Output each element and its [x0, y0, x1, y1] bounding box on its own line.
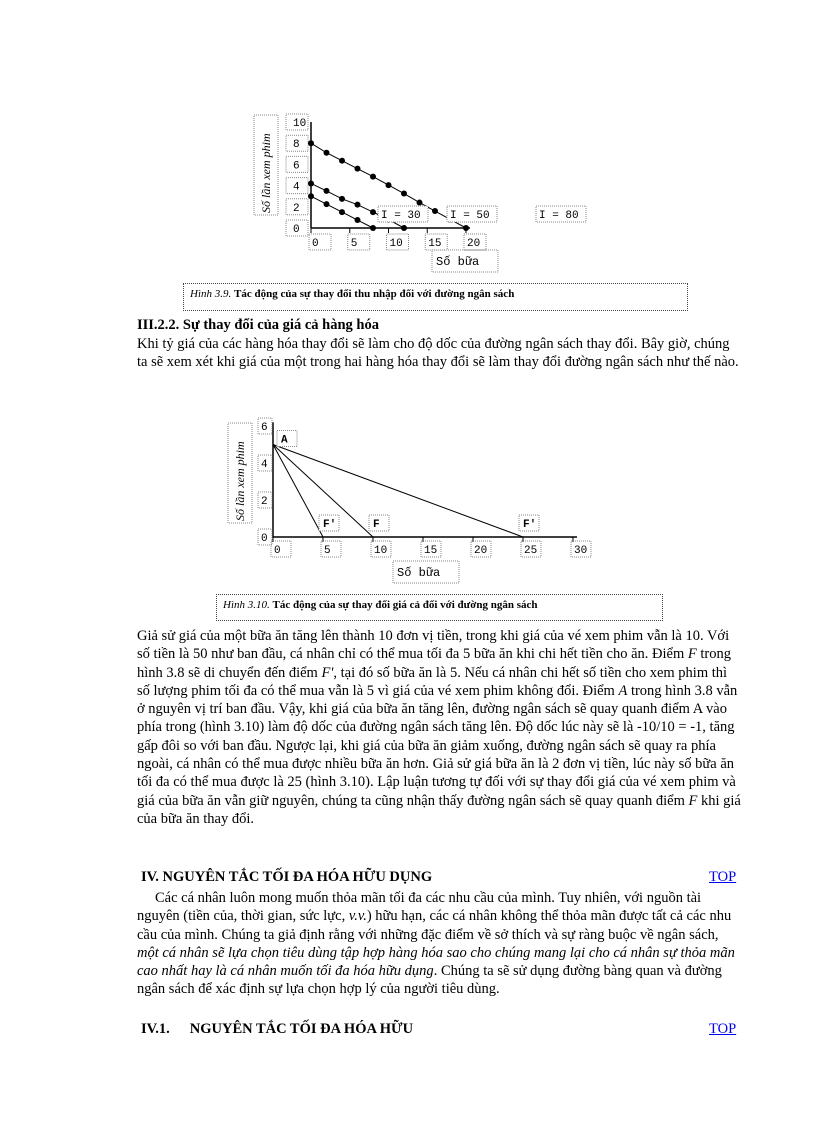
point-label-2: F' — [323, 519, 337, 531]
data-point — [401, 191, 407, 197]
x-tick-label: 0 — [274, 545, 281, 557]
figure-3-10-chart — [0, 393, 816, 593]
data-point — [339, 158, 345, 164]
section-heading-3-2-2: III.2.2. Sự thay đổi của giá cả hàng hóa — [137, 317, 379, 333]
section-4-1-title: NGUYÊN TẮC TỐI ĐA HÓA HỮU — [189, 1021, 414, 1037]
y-tick-label: 6 — [293, 160, 300, 173]
section-4-vv: v.v. — [348, 908, 367, 925]
x-tick-label: 5 — [350, 238, 358, 250]
data-point — [339, 209, 345, 215]
data-point — [308, 180, 314, 186]
series-label: I = 50 — [450, 210, 490, 222]
body-text-c: , tại đó số bữa ăn là 5. Nếu cá nhân chi hết số tiền cho xem phim thì số lượng phim tối đa có thể mua vẫn là 5 vì giá của vé xem phim không đổi. Điểm — [137, 664, 728, 699]
data-point — [355, 217, 361, 223]
body-text-d: trong hình 3.8 vẫn ở nguyên vị trí ban đầu. Vậy, khi giá của bữa ăn tăng lên, đường ngân sách sẽ quay quanh điểm A vào phía trong (hình 3.10) làm độ dốc của đường ngân sách tăng lên. Độ dốc lúc này sẽ là -10/10 = -1, tăng gấp đôi so với ban đầu. Ngược lại, khi giá của bữa ăn giảm xuống, đường ngân sách sẽ quay ra phía ngoài, cá nhân có thể mua được nhiều bữa ăn hơn. Giả sử giá bữa ăn là 2 đơn vị tiền, lúc này số bữa ăn tối đa có thể mua được là 25 (hình 3.10). Lập luận tương tự đối với sự thay đổi giá của vé xem phim và giá của bữa ăn vẫn giữ nguyên, chúng ta cũng nhận thấy đường ngân sách sẽ quay quanh điểm — [137, 682, 738, 809]
section-4-text-c: . Chúng ta sẽ sử dụng đường bàng quan và đường ngân sách để xác định sự lựa chọn hợp lý của người tiêu dùng. — [137, 963, 722, 998]
data-point — [370, 174, 376, 180]
point-label-3: F — [373, 519, 380, 531]
body-text-b: trong hình 3.8 sẽ di chuyển đến điểm — [137, 646, 731, 681]
data-point — [355, 166, 361, 172]
x-tick-label: 0 — [312, 238, 319, 250]
data-point — [308, 140, 314, 146]
figure-3-9-caption-title: Tác động của sự thay đổi thu nhập đối với đường ngân sách — [234, 288, 515, 300]
data-point — [401, 225, 407, 231]
section-4-text-b: ) hữu hạn, các cá nhân không thể thỏa mãn được tất cả các nhu cầu của mình. Chúng ta giả định rằng với những đặc điểm về sở thích và sự ràng buộc về ngân sách, — [137, 908, 732, 943]
y-axis-label: Số lần xem phim — [233, 441, 247, 521]
x-tick-label: 15 — [428, 238, 442, 250]
y-tick-label: 0 — [293, 224, 300, 236]
figure-3-9-chart — [0, 105, 816, 283]
top-link-1[interactable]: TOP — [709, 869, 737, 885]
top-link-2[interactable]: TOP — [709, 1021, 737, 1037]
data-point — [370, 209, 376, 215]
point-label-1: A — [281, 434, 288, 447]
point-f-ref: F — [687, 646, 697, 663]
y-tick-label: 6 — [261, 422, 268, 434]
section-heading-4-1 — [141, 1021, 413, 1038]
section-3-2-2-intro — [137, 335, 742, 372]
y-tick-label: 2 — [293, 202, 300, 215]
y-tick-label: 10 — [293, 118, 307, 130]
x-tick-label: 25 — [524, 545, 538, 557]
section-4-body — [137, 889, 742, 999]
series-label: I = 30 — [381, 210, 421, 222]
x-tick-label: 10 — [389, 238, 403, 250]
body-text-a: Giả sử giá của một bữa ăn tăng lên thành 10 đơn vị tiền, trong khi giá của vé xem phim vẫn là 10. Với số tiền là 50 như ban đầu, cá nhân chỉ có thể mua tối đa 5 bữa ăn khi chi hết tiền cho ăn. Điểm — [137, 628, 730, 663]
data-point — [386, 182, 392, 188]
x-tick-label: 15 — [424, 545, 438, 557]
section-3-2-2-body — [137, 627, 742, 828]
series-label: I = 80 — [539, 210, 579, 222]
x-tick-label: 5 — [324, 545, 331, 557]
section-heading-4: IV. NGUYÊN TẮC TỐI ĐA HÓA HỮU DỤNG — [141, 869, 433, 885]
data-point — [324, 188, 330, 194]
point-label-4: F' — [523, 519, 537, 531]
section-4-italic-statement: một cá nhân sẽ lựa chọn tiêu dùng tập hợp hàng hóa sao cho chúng mang lại cho cá nhân sự thỏa mãn cao nhất hay là cá nhân muốn tối đa hóa hữu dụng — [137, 944, 735, 980]
y-axis-label: Số lần xem phim — [259, 133, 273, 213]
x-axis-label: Số bữa — [436, 255, 480, 269]
body-text-e: khi giá của bữa ăn thay đổi. — [137, 792, 741, 827]
data-point — [308, 193, 314, 199]
figure-3-9-caption — [183, 283, 688, 311]
x-axis-label: Số bữa — [397, 566, 441, 580]
x-tick-label: 30 — [574, 545, 588, 557]
x-tick-label: 20 — [474, 545, 488, 557]
figure-3-10-caption-prefix: Hình 3.10. — [223, 599, 270, 611]
x-tick-label: 20 — [467, 238, 481, 250]
budget-line-3 — [273, 445, 523, 538]
figure-3-9-caption-prefix: Hình 3.9. — [190, 288, 232, 300]
y-tick-label: 8 — [293, 139, 300, 152]
data-point — [370, 225, 376, 231]
y-tick-label: 4 — [293, 181, 300, 194]
data-point — [463, 225, 469, 231]
section-4-text-a: Các cá nhân luôn mong muốn thỏa mãn tối đa các nhu cầu của mình. Tuy nhiên, với nguồn tài nguyên (tiền của, thời gian, sức lực, — [137, 890, 702, 925]
data-point — [432, 208, 438, 214]
point-f-ref-2: F — [688, 792, 698, 809]
figure-3-10-caption-title: Tác động của sự thay đổi giá cả đối với đường ngân sách — [272, 599, 538, 611]
budget-line-1 — [273, 445, 323, 538]
y-tick-label: 0 — [261, 533, 268, 545]
data-point — [417, 200, 423, 206]
point-f-prime-ref: F' — [321, 664, 334, 681]
section-3-2-2-intro-text: Khi tỷ giá của các hàng hóa thay đổi sẽ làm cho độ dốc của đường ngân sách thay đổi. Bây giờ, chúng ta sẽ xem xét khi giá của một trong hai hàng hóa thay đổi sẽ làm thay đổi đường ngân sách như thế nào. — [137, 336, 739, 371]
data-point — [324, 150, 330, 156]
point-a-ref: A — [618, 682, 628, 699]
data-point — [355, 202, 361, 208]
data-point — [324, 201, 330, 207]
x-tick-label: 10 — [374, 545, 388, 557]
y-tick-label: 2 — [261, 496, 268, 508]
y-tick-label: 4 — [261, 459, 268, 471]
section-4-1-number: IV.1. — [141, 1021, 170, 1037]
data-point — [339, 196, 345, 202]
figure-3-10-caption — [216, 594, 663, 621]
